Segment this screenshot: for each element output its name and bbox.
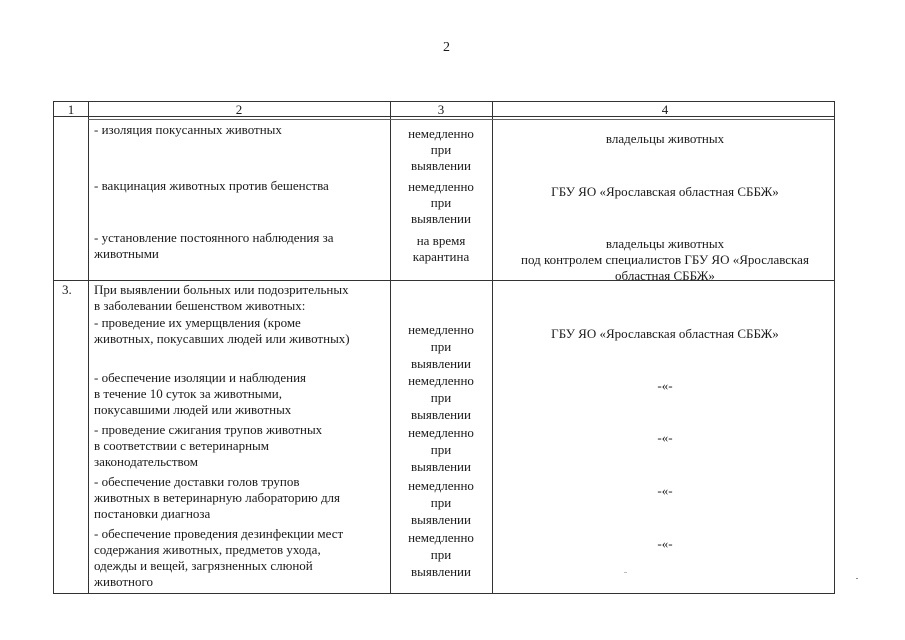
action-cell: в соответствии с ветеринарным	[94, 438, 269, 453]
responsible-cell: ГБУ ЯО «Ярославская областная СББЖ»	[551, 326, 779, 341]
ditto-mark: -«-	[657, 430, 673, 445]
ditto-mark: -«-	[657, 378, 673, 393]
term-cell: при	[430, 495, 452, 510]
term-cell: немедленно	[408, 373, 474, 388]
block-intro: При выявлении больных или подозрительных	[94, 282, 349, 297]
action-cell: - проведение сжигания трупов животных	[94, 422, 323, 437]
header-cell-4: 4	[661, 102, 669, 117]
term-cell: на время	[416, 233, 466, 248]
action-cell: в течение 10 суток за животными,	[94, 386, 282, 401]
term-cell: немедленно	[408, 179, 474, 194]
term-cell: выявлении	[411, 211, 471, 226]
action-cell: - установление постоянного наблюдения за	[94, 230, 334, 245]
action-cell: - обеспечение доставки голов трупов	[94, 474, 300, 489]
block-intro: в заболевании бешенством животных:	[94, 298, 306, 313]
term-cell: немедленно	[408, 425, 474, 440]
ditto-mark: -«-	[657, 536, 673, 551]
header-cell-2: 2	[235, 102, 243, 117]
responsible-cell: владельцы животных	[605, 131, 725, 146]
term-cell: немедленно	[408, 322, 474, 337]
responsible-cell: под контролем специалистов ГБУ ЯО «Ярославская	[521, 252, 809, 267]
term-cell: при	[430, 195, 452, 210]
action-cell: животных в ветеринарную лабораторию для	[94, 490, 341, 505]
action-cell: - вакцинация животных против бешенства	[94, 178, 329, 193]
action-cell: животных, покусавших людей или животных)	[94, 331, 350, 346]
col-divider-2	[390, 102, 391, 593]
term-cell: выявлении	[411, 564, 471, 579]
action-cell: постановки диагноза	[94, 506, 211, 521]
term-cell: выявлении	[411, 407, 471, 422]
header-row-border-inner	[88, 119, 834, 120]
scan-speck	[856, 578, 858, 579]
scan-speck	[624, 572, 627, 573]
term-cell: выявлении	[411, 512, 471, 527]
responsible-cell: владельцы животных	[605, 236, 725, 251]
action-cell: - проведение их умерщвления (кроме	[94, 315, 301, 330]
action-cell: - обеспечение проведения дезинфекции мест	[94, 526, 344, 541]
responsible-cell: ГБУ ЯО «Ярославская областная СББЖ»	[551, 184, 779, 199]
action-cell: животного	[94, 574, 153, 589]
page-number: 2	[443, 40, 450, 55]
row-number: 3.	[62, 282, 72, 297]
header-cell-3: 3	[437, 102, 445, 117]
term-cell: немедленно	[408, 126, 474, 141]
term-cell: немедленно	[408, 530, 474, 545]
term-cell: при	[430, 339, 452, 354]
term-cell: при	[430, 442, 452, 457]
action-cell: животными	[94, 246, 159, 261]
term-cell: выявлении	[411, 158, 471, 173]
col-divider-1	[88, 102, 89, 593]
ditto-mark: -«-	[657, 483, 673, 498]
action-cell: содержания животных, предметов ухода,	[94, 542, 321, 557]
action-cell: одежды и вещей, загрязненных слюной	[94, 558, 313, 573]
col-divider-3	[492, 102, 493, 593]
action-cell: законодательством	[94, 454, 199, 469]
action-cell: - обеспечение изоляции и наблюдения	[94, 370, 307, 385]
term-cell: карантина	[412, 249, 470, 264]
term-cell: немедленно	[408, 478, 474, 493]
term-cell: при	[430, 390, 452, 405]
measures-table	[53, 101, 835, 594]
term-cell: при	[430, 547, 452, 562]
action-cell: покусавшими людей или животных	[94, 402, 292, 417]
term-cell: при	[430, 142, 452, 157]
responsible-cell: областная СББЖ»	[615, 268, 715, 283]
action-cell: - изоляция покусанных животных	[94, 122, 282, 137]
header-cell-1: 1	[67, 102, 75, 117]
term-cell: выявлении	[411, 356, 471, 371]
term-cell: выявлении	[411, 459, 471, 474]
